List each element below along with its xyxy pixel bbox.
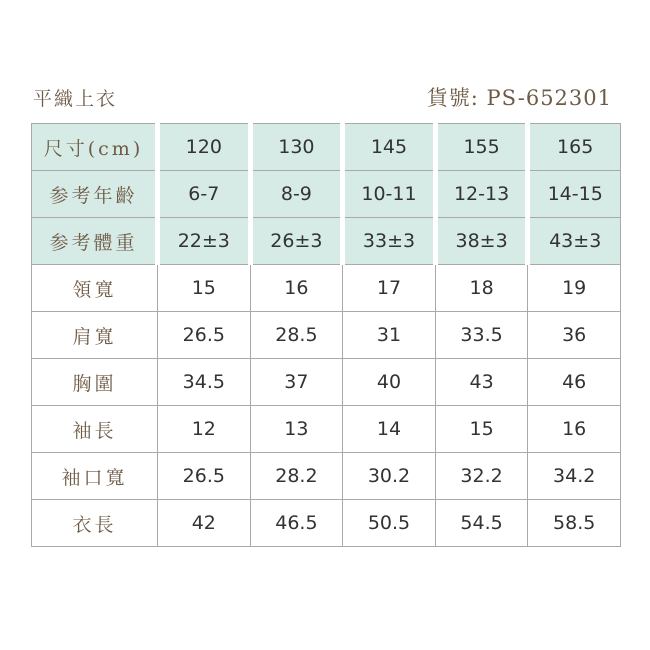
table-cell: 130 [250,124,343,171]
table-row [32,359,621,406]
row-label: 袖長 [32,406,158,453]
table-cell: 36 [528,312,621,359]
row-label: 袖口寬 [32,453,158,500]
table-cell: 26.5 [158,312,251,359]
product-name: 平織上衣 [33,88,118,110]
table-cell: 120 [158,124,251,171]
table-cell: 43 [435,359,528,406]
table-cell: 54.5 [435,500,528,547]
table-cell: 26±3 [250,218,343,265]
table-cell: 40 [343,359,436,406]
table-cell: 17 [343,265,436,312]
row-label: 領寬 [32,265,158,312]
table-cell: 34.5 [158,359,251,406]
table-cell: 26.5 [158,453,251,500]
table-cell: 30.2 [343,453,436,500]
table-cell: 43±3 [528,218,621,265]
table-cell: 32.2 [435,453,528,500]
table-cell: 12 [158,406,251,453]
table-cell: 14-15 [528,171,621,218]
table-cell: 34.2 [528,453,621,500]
row-label: 肩寬 [32,312,158,359]
table-cell: 42 [158,500,251,547]
table-cell: 46 [528,359,621,406]
table-cell: 14 [343,406,436,453]
table-cell: 165 [528,124,621,171]
table-row [32,500,621,547]
table-cell: 16 [528,406,621,453]
table-cell: 33±3 [343,218,436,265]
table-cell: 16 [250,265,343,312]
table-cell: 10-11 [343,171,436,218]
table-cell: 15 [435,406,528,453]
table-row [32,265,621,312]
table-cell: 28.2 [250,453,343,500]
table-cell: 28.5 [250,312,343,359]
row-label: 衣長 [32,500,158,547]
row-label: 参考體重 [32,218,158,265]
table-cell: 33.5 [435,312,528,359]
table-row [32,453,621,500]
row-label: 胸圍 [32,359,158,406]
product-code: 貨號: PS-652301 [426,86,612,110]
table-row [32,312,621,359]
table-cell: 46.5 [250,500,343,547]
table-cell: 50.5 [343,500,436,547]
table-cell: 22±3 [158,218,251,265]
table-cell: 31 [343,312,436,359]
table-cell: 18 [435,265,528,312]
table-row [32,124,621,171]
size-table [31,123,621,547]
table-cell: 8-9 [250,171,343,218]
row-label: 尺寸(cm) [32,124,158,171]
table-cell: 145 [343,124,436,171]
table-cell: 6-7 [158,171,251,218]
table-cell: 12-13 [435,171,528,218]
table-cell: 15 [158,265,251,312]
table-cell: 38±3 [435,218,528,265]
table-row [32,218,621,265]
row-label: 参考年齡 [32,171,158,218]
table-cell: 19 [528,265,621,312]
table-cell: 13 [250,406,343,453]
table-cell: 58.5 [528,500,621,547]
table-cell: 37 [250,359,343,406]
size-table-body [32,124,621,547]
table-row [32,406,621,453]
table-cell: 155 [435,124,528,171]
table-row [32,171,621,218]
